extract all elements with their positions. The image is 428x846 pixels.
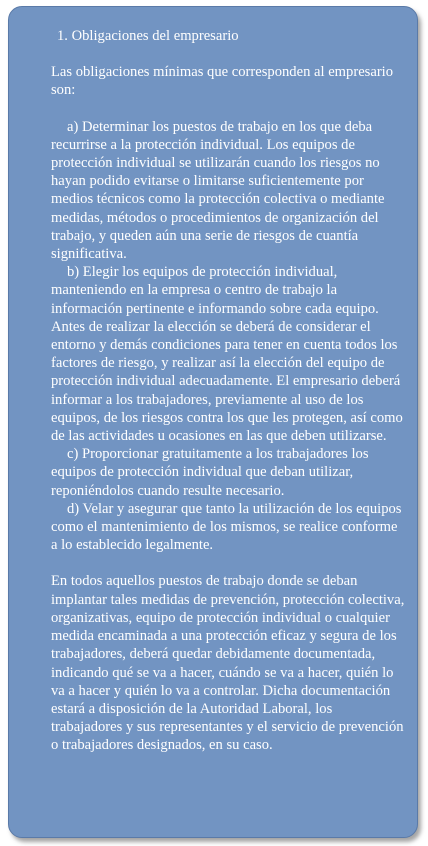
text-box bbox=[8, 6, 418, 838]
list-item-c: c) Proporcionar gratuitamente a los trabajadores los equipos de protección individual que deban utilizar, reponiéndolos cuando resulte necesario. bbox=[51, 446, 369, 499]
paragraph-spacer bbox=[51, 554, 405, 572]
list-item-b: b) Elegir los equipos de protección individual, manteniendo en la empresa o centro de trabajo la información pertinente e informando sobre cada equipo. Antes de realizar la elección se deberá de considerar el entorno y demás condiciones para tener en cuenta todos los factores de riesgo, y realizar así la elección del equipo de protección individual adecuadamente. El empresario deberá informar a los trabajadores, previamente al uso de los equipos, de los riesgos contra los que les protegen, así como de las actividades u ocasiones en las que deben utilizarse. bbox=[51, 264, 403, 445]
intro-paragraph: Las obligaciones mínimas que corresponden al empresario son: bbox=[51, 64, 394, 99]
list-item-d: d) Velar y asegurar que tanto la utilización de los equipos como el mantenimiento de los mismos, se realice conforme a lo establecido legalmente. bbox=[51, 500, 402, 554]
list-item-a: a) Determinar los puestos de trabajo en los que deba recurrirse a la protección individual. Los equipos de protección individual se utilizarán cuando los riesgos no hayan podido evitarse o limitarse suficientemente por medios técnicos como la protección colectiva o mediante medidas, métodos o procedimientos de organización del trabajo, y queden aún una serie de riesgos de cuantía significativa. bbox=[51, 118, 385, 263]
closing-paragraph: En todos aquellos puestos de trabajo donde se deban implantar tales medidas de prevención, protección colectiva, organizativas, equipo de protección individual o cualquier medida encaminada a una protección eficaz y segura de los trabajadores, deberá quedar debidamente documentada, indicando qué se va a hacer, cuándo se va a hacer, quién lo va a hacer y quién lo va a controlar. Dicha documentación estará a disposición de la Autoridad Laboral, los trabajadores y sus representantes y el servicio de prevención o trabajadores designados, en su caso. bbox=[51, 573, 405, 754]
section-heading: 1. Obligaciones del empresario bbox=[57, 28, 239, 44]
